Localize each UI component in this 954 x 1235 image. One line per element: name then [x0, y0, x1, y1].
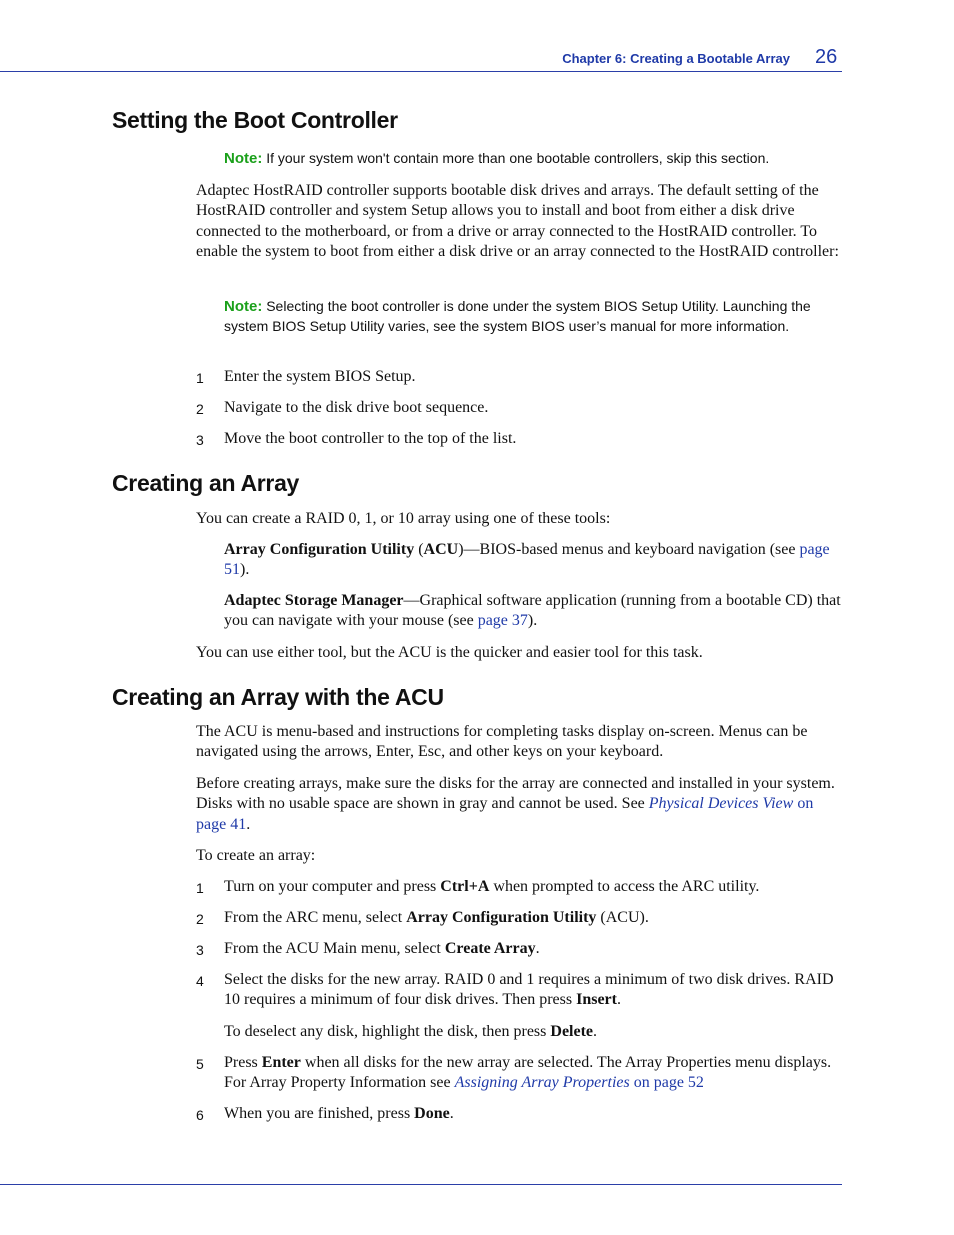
text-run: Create Array	[444, 940, 536, 957]
note-label: Note:	[224, 298, 263, 315]
list-item	[196, 908, 841, 928]
tool-abbr: ACU	[423, 541, 459, 558]
page-link[interactable]: page 51	[224, 541, 830, 579]
page-number: 26	[815, 46, 838, 68]
tool-name: Array Configuration Utility	[224, 541, 415, 558]
text-run: Before creating arrays, make sure the disks for the array are connected and installed in your system. Disks with no usable space are shown in gray and cannot be used. See	[196, 775, 835, 813]
paragraph-acu-menus: The ACU is menu-based and instructions for completing tasks display on-screen. Menus can be navigated using the arrows, Enter, Esc, and other keys on your keyboard.	[196, 723, 808, 761]
footer-rule	[0, 1184, 842, 1185]
text-run: .	[593, 1023, 598, 1040]
step-number: 2	[196, 401, 204, 417]
page-link[interactable]: on page 52	[629, 1074, 704, 1092]
step-number: 1	[196, 370, 204, 386]
text-run: Insert	[576, 991, 617, 1009]
heading-setting-boot-controller: Setting the Boot Controller	[112, 107, 398, 133]
step-text	[224, 877, 841, 897]
list-item	[196, 939, 841, 959]
tool-storage-manager	[224, 591, 842, 632]
text-run: .	[246, 815, 251, 833]
step-number: 5	[196, 1056, 204, 1072]
text-run: (ACU).	[596, 909, 649, 926]
list-item	[196, 429, 841, 449]
text-run: (	[414, 541, 424, 558]
text-run: )—BIOS-based menus and keyboard navigation (see	[458, 541, 800, 558]
step-text: Enter the system BIOS Setup.	[224, 368, 416, 385]
text-run: .	[535, 940, 540, 957]
paragraph-tools-outro: You can use either tool, but the ACU is the quicker and easier tool for this task.	[196, 644, 703, 661]
paragraph-to-create: To create an array:	[196, 847, 316, 864]
text-run: ).	[527, 612, 538, 630]
list-item	[196, 398, 841, 418]
text-run: Enter	[261, 1054, 301, 1071]
text-run: when prompted to access the ARC utility.	[489, 878, 760, 895]
paragraph-tools-intro: You can create a RAID 0, 1, or 10 array using one of these tools:	[196, 510, 611, 527]
step-4-subnote	[224, 1022, 842, 1042]
step-number: 1	[196, 880, 204, 896]
text-run: Press	[224, 1054, 262, 1071]
list-item	[196, 367, 841, 387]
note-bios-setup	[224, 297, 844, 335]
list-item	[196, 1053, 841, 1094]
page-link[interactable]: page 37	[477, 612, 528, 630]
text-run: ).	[240, 561, 250, 579]
text-run: When you are finished, press	[224, 1105, 415, 1122]
step-number: 2	[196, 911, 204, 927]
text-run: Delete	[550, 1023, 594, 1040]
note-bootable-controllers	[224, 149, 844, 169]
text-run: Ctrl+A	[440, 878, 490, 895]
text-run: —Graphical software application (running from a bootable CD) that you can navigate with your mouse (see	[224, 592, 841, 630]
text-run: .	[449, 1105, 454, 1122]
text-run: To deselect any disk, highlight the disk, then press	[224, 1023, 551, 1040]
tool-acu	[224, 540, 842, 581]
text-run: From the ACU Main menu, select	[224, 940, 445, 957]
list-item	[196, 970, 841, 1011]
paragraph-hostraid: Adaptec HostRAID controller supports bootable disk drives and arrays. The default setting of the HostRAID controller and system Setup allows you to install and boot from either a disk drive connected to the motherboard, or from a drive or array connected to the HostRAID controller. To enable the system to boot from either a disk drive or an array connected to the HostRAID controller:	[196, 182, 839, 260]
text-run: From the ARC menu, select	[224, 909, 407, 926]
page-link[interactable]: on page 41	[196, 795, 814, 833]
step-text	[224, 939, 841, 959]
note-text: If your system won't contain more than one bootable controllers, skip this section.	[266, 150, 770, 166]
step-text	[224, 1104, 841, 1124]
list-item	[196, 1104, 841, 1124]
list-item	[196, 877, 841, 897]
text-run: Done	[414, 1105, 450, 1122]
text-run: Array Configuration Utility	[406, 909, 597, 926]
tool-name: Adaptec Storage Manager	[224, 592, 404, 609]
step-number: 3	[196, 942, 204, 958]
note-label: Note:	[224, 150, 263, 167]
text-run: Select the disks for the new array. RAID 0 and 1 requires a minimum of two disk drives. RAID 10 requires a minimum of four disk drives. Then press	[224, 971, 834, 1009]
chapter-title: Chapter 6: Creating a Bootable Array	[562, 51, 790, 66]
step-text	[224, 970, 841, 1011]
paragraph-before-creating	[196, 774, 841, 835]
physical-devices-link[interactable]: Physical Devices View	[648, 795, 794, 813]
text-run: .	[616, 991, 621, 1009]
step-text: Move the boot controller to the top of the list.	[224, 430, 517, 447]
header-rule	[0, 71, 842, 72]
assigning-array-properties-link[interactable]: Assigning Array Properties	[454, 1074, 630, 1092]
heading-creating-array-acu: Creating an Array with the ACU	[112, 684, 444, 710]
note-text: Selecting the boot controller is done under the system BIOS Setup Utility. Launching the system BIOS Setup Utility varies, see the system BIOS user’s manual for more information.	[224, 298, 811, 334]
step-text	[224, 1053, 841, 1094]
step-text: Navigate to the disk drive boot sequence.	[224, 399, 489, 416]
step-number: 4	[196, 973, 204, 989]
step-text	[224, 908, 841, 928]
heading-creating-array: Creating an Array	[112, 470, 300, 496]
text-run: when all disks for the new array are selected. The Array Properties menu displays. For Array Property Information see	[224, 1054, 832, 1092]
step-number: 6	[196, 1107, 204, 1123]
text-run: Turn on your computer and press	[224, 878, 441, 895]
step-number: 3	[196, 432, 204, 448]
